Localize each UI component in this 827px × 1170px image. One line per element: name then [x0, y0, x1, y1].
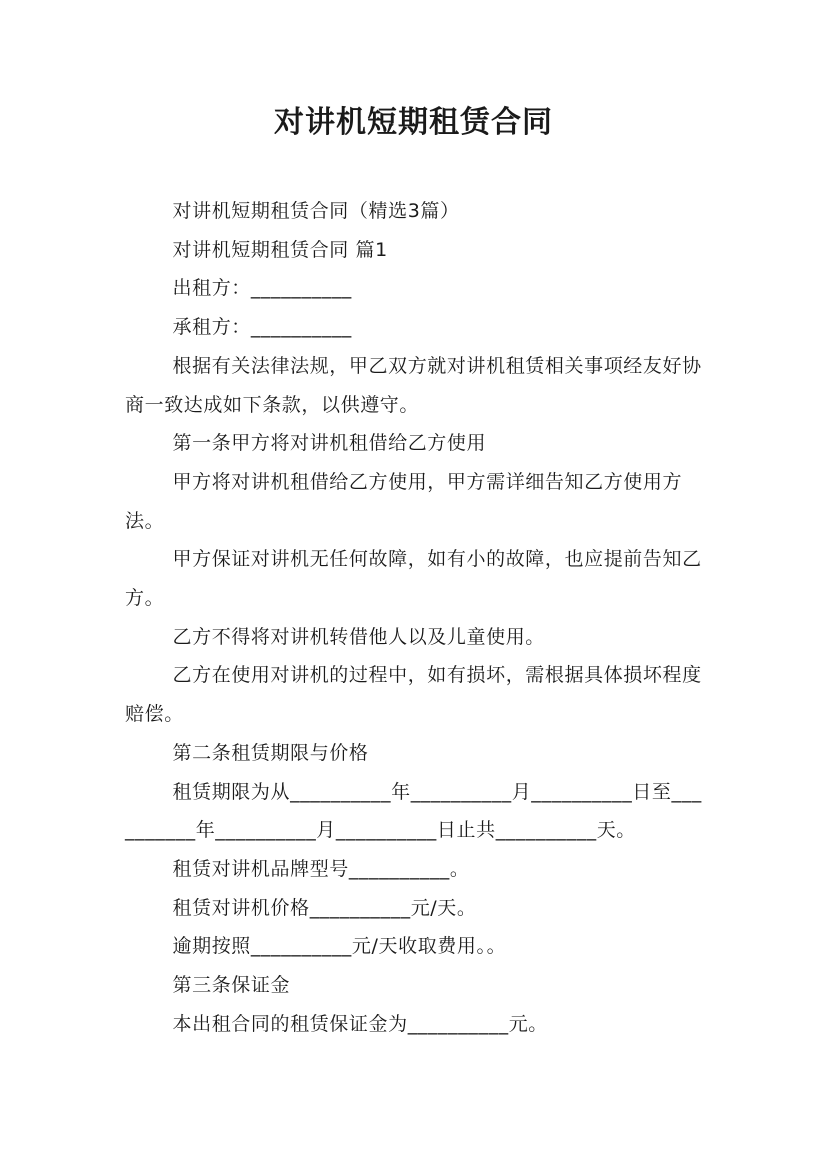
paragraph-deposit: 本出租合同的租赁保证金为__________元。 [172, 1012, 548, 1035]
paragraph-lease-period: 租赁期限为从__________年__________月__________日至__________年__________月__________日止共__________天。 [125, 780, 702, 842]
paragraph-article-3-heading: 第三条保证金 [172, 974, 291, 997]
paragraph-lessee: 承租方：__________ [172, 316, 352, 339]
paragraph-article-2-heading: 第二条租赁期限与价格 [172, 741, 369, 764]
document-body [125, 192, 705, 1043]
paragraph-lessor: 出租方：__________ [172, 277, 352, 300]
paragraph-price: 租赁对讲机价格__________元/天。 [172, 896, 477, 919]
paragraph-article-1-heading: 第一条甲方将对讲机租借给乙方使用 [172, 432, 487, 455]
paragraph-article-1-clause-2: 甲方保证对讲机无任何故障，如有小的故障，也应提前告知乙方。 [125, 548, 702, 610]
paragraph-article-1-clause-1: 甲方将对讲机租借给乙方使用，甲方需详细告知乙方使用方法。 [125, 470, 683, 532]
paragraph-overdue-fee: 逾期按照__________元/天收取费用。。 [172, 935, 507, 958]
paragraph-preamble: 根据有关法律法规，甲乙双方就对讲机租赁相关事项经友好协商一致达成如下条款，以供遵守。 [125, 354, 702, 416]
paragraph-brand-model: 租赁对讲机品牌型号__________。 [172, 857, 470, 880]
document-title: 对讲机短期租赁合同 [274, 105, 553, 140]
paragraph-article-1-clause-3: 乙方不得将对讲机转借他人以及儿童使用。 [172, 625, 545, 648]
paragraph-subtitle: 对讲机短期租赁合同（精选3篇） [172, 200, 460, 222]
paragraph-section-heading: 对讲机短期租赁合同 篇1 [172, 238, 388, 261]
paragraph-article-1-clause-4: 乙方在使用对讲机的过程中，如有损坏，需根据具体损坏程度赔偿。 [125, 664, 702, 726]
